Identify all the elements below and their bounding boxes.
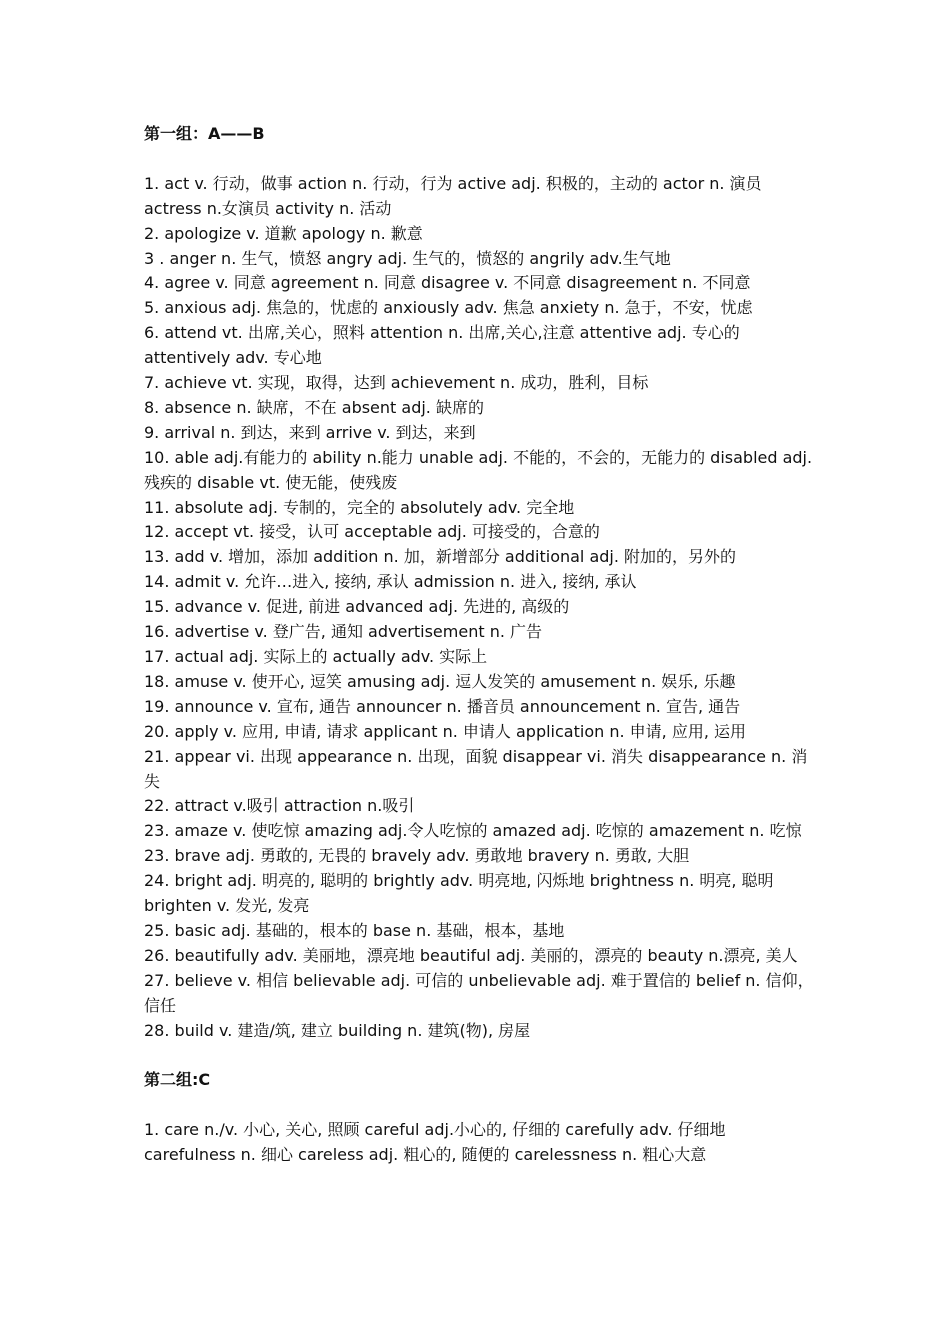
section-spacer (144, 1044, 814, 1069)
vocab-entry: 6. attend vt. 出席,关心，照料 attention n. 出席,关心,注意 attentive adj. 专心的 attentively adv. 专心地 (144, 323, 745, 368)
document-content (144, 122, 818, 1168)
vocab-entry: 4. agree v. 同意 agreement n. 同意 disagree v. 不同意 disagreement n. 不同意 (144, 273, 751, 293)
section-spacer (144, 147, 814, 172)
section-title-a-b: 第一组：A——B (144, 124, 265, 143)
vocab-entry: 13. add v. 增加，添加 addition n. 加，新增部分 additional adj. 附加的，另外的 (144, 547, 737, 567)
vocab-entry: 21. appear vi. 出现 appearance n. 出现，面貌 disappear vi. 消失 disappearance n. 消失 (144, 746, 808, 791)
vocab-entry: 1. act v. 行动，做事 action n. 行动，行为 active adj. 积极的，主动的 actor n. 演员 actress n.女演员 activity n. 活动 (144, 173, 767, 218)
vocab-entry: 25. basic adj. 基础的，根本的 base n. 基础，根本，基地 (144, 920, 565, 940)
vocab-entry: 19. announce v. 宣布, 通告 announcer n. 播音员 announcement n. 宣告, 通告 (144, 696, 741, 716)
vocab-entry: 11. absolute adj. 专制的，完全的 absolutely adv. 完全地 (144, 497, 575, 517)
vocab-entry: 23. brave adj. 勇敢的, 无畏的 bravely adv. 勇敢地 bravery n. 勇敢, 大胆 (144, 846, 690, 866)
entry-list-a-b (144, 172, 818, 1044)
vocab-entry: 20. apply v. 应用, 申请, 请求 applicant n. 申请人 application n. 申请, 应用, 运用 (144, 721, 746, 741)
vocab-entry: 15. advance v. 促进, 前进 advanced adj. 先进的, 高级的 (144, 597, 570, 617)
vocab-entry: 14. admit v. 允许…进入, 接纳, 承认 admission n. 进入, 接纳, 承认 (144, 572, 637, 592)
vocab-entry: 8. absence n. 缺席，不在 absent adj. 缺席的 (144, 397, 484, 417)
vocab-entry: 28. build v. 建造/筑, 建立 building n. 建筑(物), 房屋 (144, 1020, 531, 1040)
vocab-entry: 7. achieve vt. 实现，取得，达到 achievement n. 成功，胜利，目标 (144, 373, 649, 393)
vocab-entry: 26. beautifully adv. 美丽地，漂亮地 beautiful adj. 美丽的，漂亮的 beauty n.漂亮, 美人 (144, 945, 798, 965)
vocab-entry: 1. care n./v. 小心, 关心, 照顾 careful adj.小心的, 仔细的 carefully adv. 仔细地 carefulness n. 细心 careless adj. 粗心的, 随便的 carelessness n. 粗心大意 (144, 1120, 731, 1165)
vocab-entry: 23. amaze v. 使吃惊 amazing adj.令人吃惊的 amazed adj. 吃惊的 amazement n. 吃惊 (144, 821, 802, 841)
vocab-entry: 16. advertise v. 登广告, 通知 advertisement n. 广告 (144, 622, 543, 642)
vocab-entry: 18. amuse v. 使开心, 逗笑 amusing adj. 逗人发笑的 amusement n. 娱乐, 乐趣 (144, 671, 736, 691)
vocab-entry: 5. anxious adj. 焦急的，忧虑的 anxiously adv. 焦急 anxiety n. 急于，不安，忧虑 (144, 298, 753, 318)
vocab-entry: 12. accept vt. 接受，认可 acceptable adj. 可接受的，合意的 (144, 522, 600, 542)
vocab-entry: 17. actual adj. 实际上的 actually adv. 实际上 (144, 647, 488, 666)
vocab-entry: 24. bright adj. 明亮的, 聪明的 brightly adv. 明亮地, 闪烁地 brightness n. 明亮, 聪明 brighten v. 发光, 发亮 (144, 871, 779, 916)
section-title-c: 第二组:C (144, 1070, 211, 1090)
entry-list-c (144, 1118, 814, 1168)
vocab-entry: 2. apologize v. 道歉 apology n. 歉意 (144, 223, 423, 243)
vocab-entry: 9. arrival n. 到达，来到 arrive v. 到达，来到 (144, 422, 476, 442)
vocab-entry: 3 . anger n. 生气，愤怒 angry adj. 生气的，愤怒的 angrily adv.生气地 (144, 248, 671, 268)
vocab-entry: 10. able adj.有能力的 ability n.能力 unable adj. 不能的，不会的，无能力的 disabled adj. 残疾的 disable vt. 使无能，使残废 (144, 447, 818, 492)
vocab-entry: 22. attract v.吸引 attraction n.吸引 (144, 796, 415, 816)
vocab-entry: 27. believe v. 相信 believable adj. 可信的 unbelievable adj. 难于置信的 belief n. 信仰，信任 (144, 970, 814, 1015)
section-spacer (144, 1093, 814, 1118)
